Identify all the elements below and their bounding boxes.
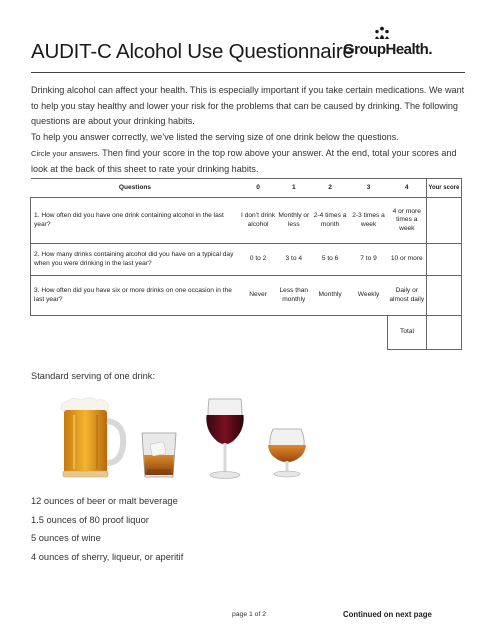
group-health-logo	[323, 26, 468, 66]
page-number: page 1 of 2	[232, 611, 267, 618]
title-divider	[31, 72, 465, 73]
continued-note: Continued on next page	[343, 610, 432, 619]
q2-option-3[interactable]: 7 to 9	[349, 244, 387, 276]
question-3: 3. How often did you have six or more drinks on one occasion in the last year?	[31, 276, 240, 316]
beer-mug-icon	[61, 398, 123, 478]
header-score-1: 1	[277, 179, 311, 198]
serving-list	[31, 496, 183, 570]
intro-paragraph-3-rest: Then find your score in the top row above your answer. At the end, total your scores and look at the back of this sheet to rate your drinking habits.	[31, 148, 457, 174]
list-item: 4 ounces of sherry, liqueur, or aperitif	[31, 551, 184, 562]
q3-option-1[interactable]: Less than monthly	[277, 276, 311, 316]
serving-heading: Standard serving of one drink:	[31, 371, 156, 381]
intro-paragraph-2: To help you answer correctly, we’ve listed the serving size of one drink below the questions.	[31, 132, 399, 142]
header-score-0: 0	[239, 179, 276, 198]
table-row	[31, 198, 462, 244]
group-health-people-icon	[374, 26, 390, 40]
q3-option-2[interactable]: Monthly	[311, 276, 349, 316]
list-item: 12 ounces of beer or malt beverage	[31, 496, 178, 506]
list-item: 1.5 ounces of 80 proof liquor	[31, 514, 149, 525]
q1-option-2[interactable]: 2-4 times a month	[311, 198, 349, 244]
q3-option-0[interactable]: Never	[239, 276, 276, 316]
q2-option-2[interactable]: 5 to 6	[311, 244, 349, 276]
q3-score-box[interactable]	[426, 276, 461, 316]
wine-glass-icon	[206, 399, 243, 479]
q2-option-0[interactable]: 0 to 2	[239, 244, 276, 276]
q2-score-box[interactable]	[426, 244, 461, 276]
table-row	[31, 276, 462, 316]
table-row	[31, 244, 462, 276]
header-questions: Questions	[31, 179, 240, 198]
liquor-glass-icon	[142, 433, 176, 477]
intro-paragraph-1: Drinking alcohol can affect your health. This is especially important if you take certain medications. We want to help you stay healthy and lower your risk for the problems that can be caused by drinking. The following questions are about your drinking habits.	[31, 85, 465, 127]
logo-text: GroupHealth.	[343, 41, 433, 58]
q1-option-4[interactable]: 4 or more times a week	[388, 198, 426, 244]
q2-option-4[interactable]: 10 or more	[388, 244, 426, 276]
drinks-illustration	[59, 395, 399, 480]
list-item: 5 ounces of wine	[31, 533, 101, 543]
table-total-row	[31, 316, 462, 350]
table-header-row	[31, 179, 462, 198]
question-1: 1. How often did you have one drink containing alcohol in the last year?	[31, 198, 240, 244]
question-2: 2. How many drinks containing alcohol did you have on a typical day when you were drinking in the last year?	[31, 244, 240, 276]
circle-answers-text: Circle your answers.	[31, 149, 100, 158]
header-your-score: Your score	[426, 179, 461, 198]
header-score-2: 2	[311, 179, 349, 198]
header-score-3: 3	[349, 179, 387, 198]
total-label: Total	[388, 316, 426, 350]
q1-option-0[interactable]: I don’t drink alcohol	[239, 198, 276, 244]
q2-option-1[interactable]: 3 to 4	[277, 244, 311, 276]
header-score-4: 4	[388, 179, 426, 198]
q1-option-3[interactable]: 2-3 times a week	[349, 198, 387, 244]
q3-option-3[interactable]: Weekly	[349, 276, 387, 316]
q3-option-4[interactable]: Daily or almost daily	[388, 276, 426, 316]
snifter-glass-icon	[268, 429, 306, 477]
total-score-box[interactable]	[426, 316, 461, 350]
q1-score-box[interactable]	[426, 198, 461, 244]
q1-option-1[interactable]: Monthly or less	[277, 198, 311, 244]
audit-c-table	[30, 178, 462, 350]
page-title: AUDIT-C Alcohol Use Questionnaire	[31, 40, 354, 63]
intro-paragraph-3	[31, 146, 471, 177]
